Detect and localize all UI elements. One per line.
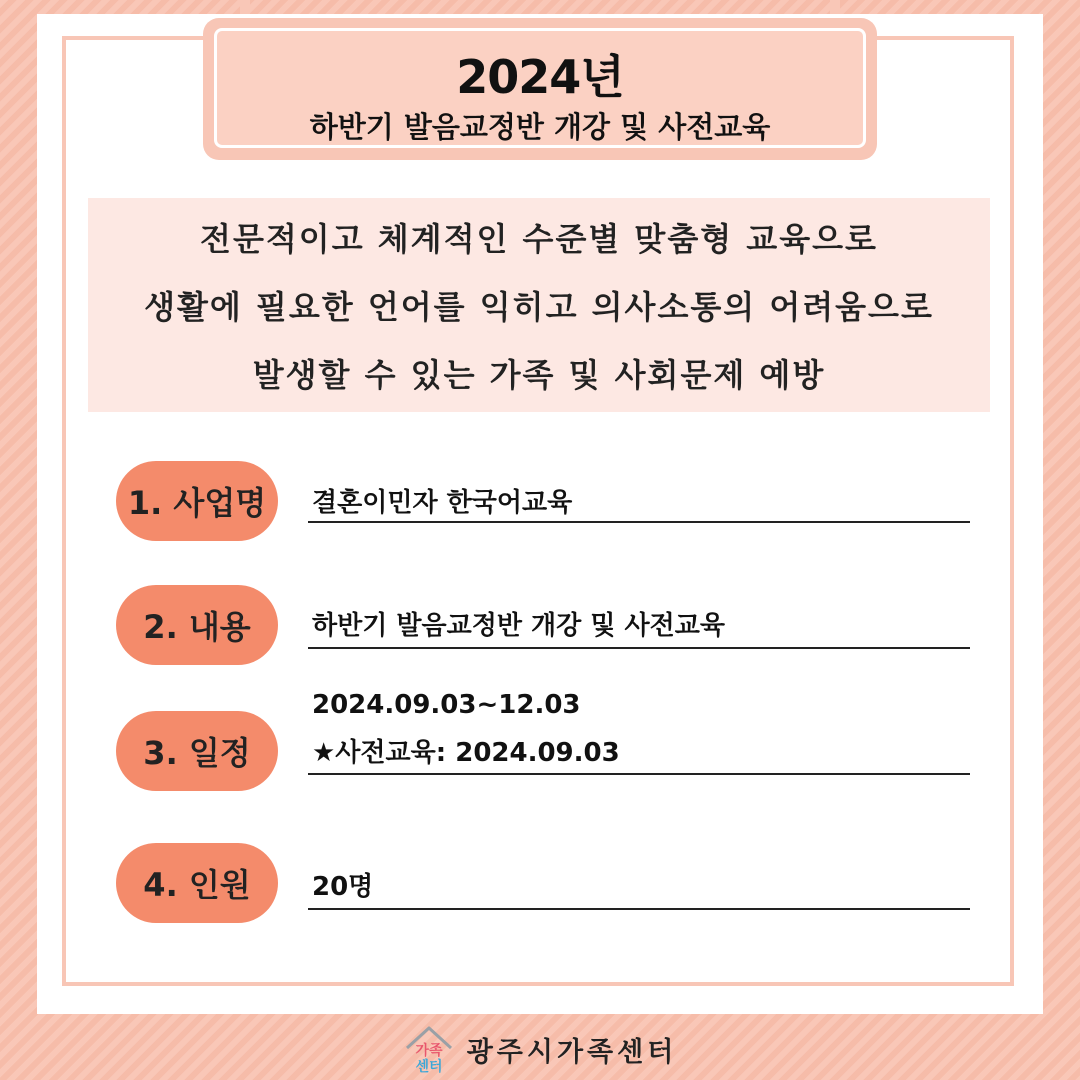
description-line: 전문적이고 체계적인 수준별 맞춤형 교육으로 bbox=[200, 220, 878, 258]
house-logo-icon bbox=[403, 1024, 455, 1074]
item-underline bbox=[308, 647, 970, 649]
footer bbox=[0, 1022, 1080, 1076]
svg-text:센터: 센터 bbox=[415, 1059, 443, 1074]
item-value-schedule: 2024.09.03~12.03 bbox=[312, 690, 581, 720]
svg-text:가족: 가족 bbox=[415, 1043, 443, 1059]
description-line: 발생할 수 있는 가족 및 사회문제 예방 bbox=[252, 356, 826, 394]
item-value-headcount: 20명 bbox=[312, 872, 374, 902]
item-value-project: 결혼이민자 한국어교육 bbox=[312, 488, 573, 518]
item-underline bbox=[308, 521, 970, 523]
item-label-content: 2. 내용 bbox=[116, 585, 278, 665]
item-label-headcount: 4. 인원 bbox=[116, 843, 278, 923]
organization-name: 광주시가족센터 bbox=[466, 1036, 678, 1068]
item-value-content: 하반기 발음교정반 개강 및 사전교육 bbox=[312, 611, 725, 641]
title-year: 2024년 bbox=[456, 50, 624, 104]
title-subtitle: 하반기 발음교정반 개강 및 사전교육 bbox=[309, 110, 771, 144]
description-line: 생활에 필요한 언어를 익히고 의사소통의 어려움으로 bbox=[144, 288, 934, 326]
item-label-schedule: 3. 일정 bbox=[116, 711, 278, 791]
item-label-project: 1. 사업명 bbox=[116, 461, 278, 541]
title-banner bbox=[214, 28, 866, 148]
description-box bbox=[88, 198, 990, 412]
item-underline bbox=[308, 908, 970, 910]
item-underline bbox=[308, 773, 970, 775]
item-value-preedu: ★사전교육: 2024.09.03 bbox=[312, 738, 620, 768]
